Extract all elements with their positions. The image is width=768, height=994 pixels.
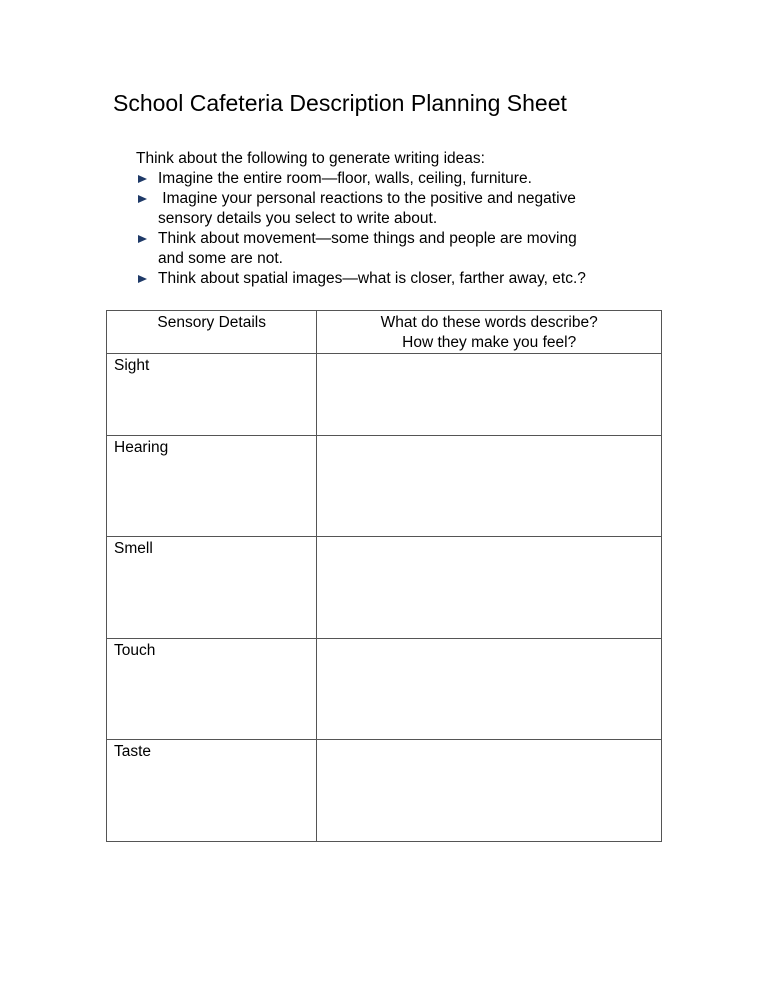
header-description [317, 311, 662, 354]
list-item [136, 229, 586, 269]
table-row [107, 354, 662, 436]
page-title: School Cafeteria Description Planning Sheet [113, 90, 567, 116]
row-label-touch: Touch [114, 642, 156, 659]
sensory-details-table [106, 310, 662, 842]
table-row [107, 639, 662, 740]
table-header-row [107, 311, 662, 354]
row-label-cell [107, 740, 317, 842]
response-cell-taste[interactable] [317, 740, 662, 842]
header-description-line2: How they make you feel? [402, 334, 577, 351]
row-label-smell: Smell [114, 540, 153, 557]
list-item-text: and some are not. [158, 250, 283, 267]
list-item [136, 169, 586, 189]
idea-list [136, 169, 586, 289]
row-label-cell [107, 436, 317, 537]
list-item-text: Think about movement—some things and people are moving [158, 230, 577, 247]
list-item-text: Think about spatial images—what is closer, farther away, etc.? [158, 270, 586, 287]
list-item-text: sensory details you select to write about. [158, 210, 438, 227]
response-cell-touch[interactable] [317, 639, 662, 740]
header-description-line1: What do these words describe? [380, 314, 598, 331]
header-sensory-details-label: Sensory Details [157, 314, 266, 331]
header-sensory-details [107, 311, 317, 354]
row-label-hearing: Hearing [114, 439, 169, 456]
response-cell-hearing[interactable] [317, 436, 662, 537]
row-label-cell [107, 354, 317, 436]
triangle-bullet-icon [138, 195, 147, 203]
table-row [107, 537, 662, 639]
row-label-sight: Sight [114, 357, 150, 374]
triangle-bullet-icon [138, 275, 147, 283]
row-label-taste: Taste [114, 743, 152, 760]
row-label-cell [107, 639, 317, 740]
response-cell-smell[interactable] [317, 537, 662, 639]
list-item-text: Imagine the entire room—floor, walls, ceiling, furniture. [158, 170, 532, 187]
response-cell-sight[interactable] [317, 354, 662, 436]
intro-text: Think about the following to generate writing ideas: [136, 150, 485, 167]
list-item [136, 189, 586, 229]
list-item-text: Imagine your personal reactions to the positive and negative [158, 190, 576, 207]
triangle-bullet-icon [138, 175, 147, 183]
table-row [107, 436, 662, 537]
table-row [107, 740, 662, 842]
list-item [136, 269, 586, 289]
triangle-bullet-icon [138, 235, 147, 243]
row-label-cell [107, 537, 317, 639]
